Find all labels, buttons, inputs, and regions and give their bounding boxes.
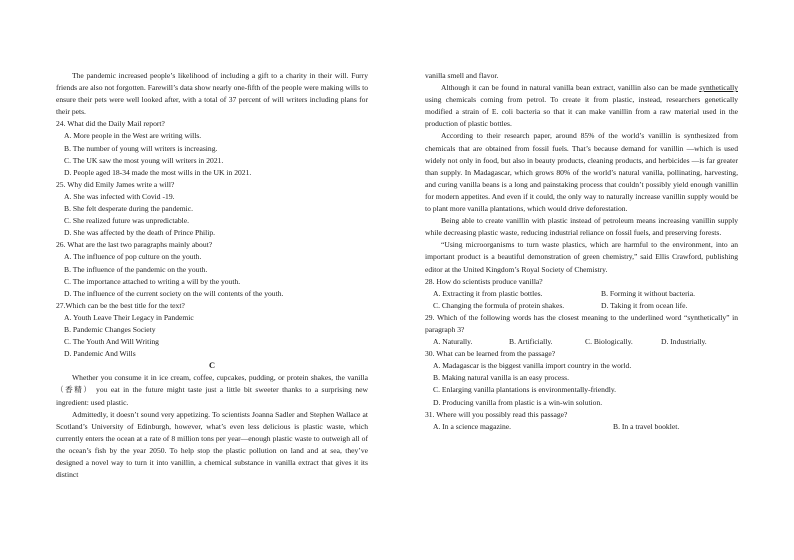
option: D. Industrially. xyxy=(661,337,707,347)
question-30 xyxy=(425,348,738,408)
options-row xyxy=(425,288,738,300)
option: C. She realized future was unpredictable. xyxy=(64,216,190,226)
right-column xyxy=(425,70,738,433)
passage-paragraph-2: Admittedly, it doesn’t sound very appetizing. To scientists Joanna Sadler and Stephen Wallace at Scotland’s University of Edinburgh, however, what’s even less delicious is plastic waste, which currently enters the ocean at a rate of 8 million tons per year—enough plastic waste to outweigh all of the ocean’s fish by the year 2050. To help stop the plastic pollution on land and at sea, they’ve designed a novel way to turn it into vanillin, a chemical substance in vanilla extract that gives it its distinct xyxy=(56,409,368,480)
option: C. The Youth And Will Writing xyxy=(64,337,159,347)
option: B. The number of young will writers is increasing. xyxy=(64,143,218,153)
options-row xyxy=(425,300,738,312)
option: A. Youth Leave Their Legacy in Pandemic xyxy=(64,312,194,322)
option: D. She was affected by the death of Prince Philip. xyxy=(64,228,216,238)
options-row xyxy=(425,336,738,348)
question-stem: 28. How do scientists produce vanilla? xyxy=(425,276,543,286)
text-run: using chemicals coming from petrol. To create it from plastic, instead, researchers genetically modified a strain of E. coli bacteria so that it can make vanillin from a raw material used in the production of plastic bottles. xyxy=(425,95,738,129)
option: B. In a travel booklet. xyxy=(613,421,680,431)
question-stem: 30. What can be learned from the passage? xyxy=(425,349,556,359)
option: A. She was infected with Covid -19. xyxy=(64,191,175,201)
option: C. The importance attached to writing a will by the youth. xyxy=(64,276,241,286)
question-31 xyxy=(425,409,738,433)
option: D. Taking it from ocean life. xyxy=(601,300,688,310)
continuation-line: vanilla smell and flavor. xyxy=(425,71,499,80)
option: C. The UK saw the most young will writers in 2021. xyxy=(64,155,224,165)
question-26 xyxy=(56,239,368,299)
passage-paragraph-6: “Using microorganisms to turn waste plastics, which are harmful to the environment, into an important product is a beautiful demonstration of green chemistry,” said Ellis Crawford, publishing editor at the United Kingdom’s Royal Society of Chemistry. xyxy=(425,240,738,274)
section-heading: C xyxy=(208,361,216,371)
option: D. Producing vanilla from plastic is a win-win solution. xyxy=(433,397,603,407)
question-27 xyxy=(56,300,368,360)
options-row xyxy=(425,421,738,433)
question-25 xyxy=(56,179,368,239)
question-stem: 25. Why did Emily James write a will? xyxy=(56,179,175,189)
option: A. Naturally. xyxy=(433,337,473,347)
option: B. Forming it without bacteria. xyxy=(601,288,696,298)
option: A. In a science magazine. xyxy=(433,421,512,431)
question-24 xyxy=(56,118,368,178)
passage-paragraph-4: According to their research paper, around 85% of the world’s vanillin is synthesized from chemicals that are obtained from fossil fuels. That’s because demand for vanillin —which is used widely not only in food, but also in beauty products, cleaning products, and herbicides —is far greater than supply. In Madagascar, which grows 80% of the world’s natural vanilla, pollinating, harvesting, and curing vanilla beans is a long and painstaking process that couldn’t possibly yield enough vanillin for modern appetites. And even if it could, the only way to naturally increase vanillin supply would be to plant more vanilla plantations, which would drive deforestation. xyxy=(425,131,738,214)
option: A. The influence of pop culture on the youth. xyxy=(64,252,202,262)
passage-paragraph-1: Whether you consume it in ice cream, coffee, cupcakes, pudding, or protein shakes, the vanilla （香精） you eat in the future might taste just a little bit sweeter thanks to a surprising new ingredient: used plastic. xyxy=(56,373,368,407)
option: B. The influence of the pandemic on the youth. xyxy=(64,264,208,274)
passage-paragraph-3 xyxy=(425,82,738,130)
option: B. She felt desperate during the pandemic. xyxy=(64,204,194,214)
option: A. More people in the West are writing wills. xyxy=(64,131,202,141)
question-28 xyxy=(425,276,738,312)
question-stem: 24. What did the Daily Mail report? xyxy=(56,119,165,129)
question-stem: 31. Where will you possibly read this passage? xyxy=(425,409,568,419)
option: C. Changing the formula of protein shakes. xyxy=(433,300,565,310)
option: D. The influence of the current society on the will contents of the youth. xyxy=(64,288,284,298)
option: C. Enlarging vanilla plantations is environmentally-friendly. xyxy=(433,385,617,395)
question-29 xyxy=(425,312,738,348)
option: D. Pandemic And Wills xyxy=(64,349,136,359)
question-stem: 29. Which of the following words has the closest meaning to the underlined word “synthetically” in paragraph 3? xyxy=(425,312,738,334)
underlined-word: synthetically xyxy=(699,83,738,93)
option: D. People aged 18-34 made the most wills in the UK in 2021. xyxy=(64,167,252,177)
intro-paragraph: The pandemic increased people’s likelihood of including a gift to a charity in their will. Furry friends are also not forgotten. Farewill’s data show nearly one-fifth of the people were making wills to ensure their pets were well looked after, with a total of 37 percent of will writers including plans for their pets. xyxy=(56,71,368,117)
passage-paragraph-5: Being able to create vanillin with plastic instead of petroleum means increasing vanillin supply while decreasing plastic waste, reducing industrial reliance on fossil fuels, and preserving forests. xyxy=(425,216,738,238)
option: B. Making natural vanilla is an easy process. xyxy=(433,373,570,383)
option: A. Extracting it from plastic bottles. xyxy=(433,288,543,298)
question-stem: 27.Which can be the best title for the text? xyxy=(56,300,185,310)
option: B. Artificially. xyxy=(509,337,553,347)
text-run: Although it can be found in natural vanilla bean extract, vanillin also can be made xyxy=(441,83,700,93)
left-column xyxy=(56,70,368,481)
option: A. Madagascar is the biggest vanilla import country in the world. xyxy=(433,361,632,371)
option: C. Biologically. xyxy=(585,337,633,347)
question-stem: 26. What are the last two paragraphs mainly about? xyxy=(56,240,213,250)
option: B. Pandemic Changes Society xyxy=(64,324,156,334)
